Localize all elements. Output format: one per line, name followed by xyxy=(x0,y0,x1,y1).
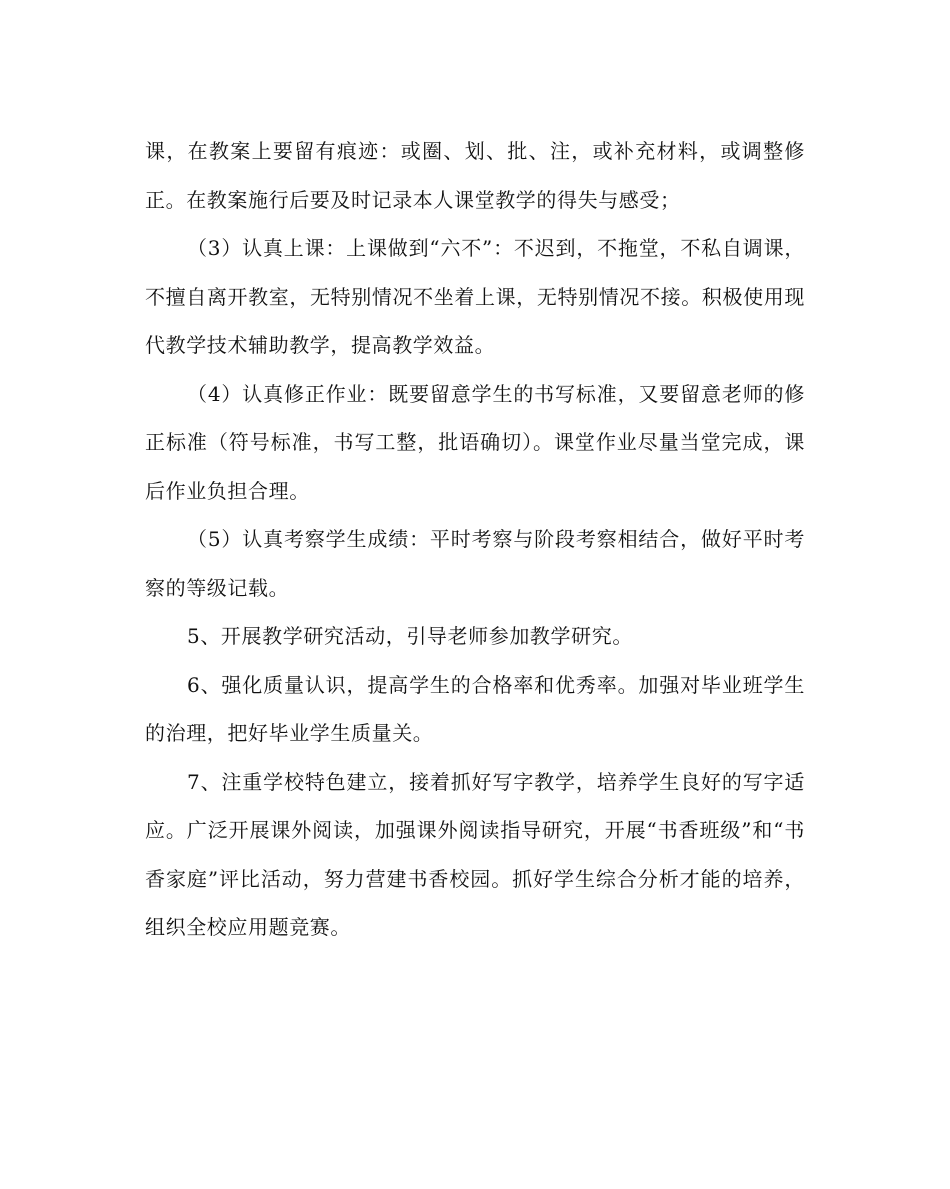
paragraph-point-6: 6、强化质量认识，提高学生的合格率和优秀率。加强对毕业班学生的治理，把好毕业学生质量关。 xyxy=(145,672,805,745)
document-body xyxy=(145,127,805,952)
paragraph-continuation: 课，在教案上要留有痕迹：或圈、划、批、注，或补充材料，或调整修正。在教案施行后要及时记录本人课堂教学的得失与感受； xyxy=(145,139,805,212)
paragraph-point-5: 5、开展教学研究活动，引导老师参加教学研究。 xyxy=(187,624,633,648)
paragraph-item-5: （5）认真考察学生成绩：平时考察与阶段考察相结合，做好平时考察的等级记载。 xyxy=(145,527,805,600)
paragraph-point-7: 7、注重学校特色建立，接着抓好写字教学，培养学生良好的写字适应。广泛开展课外阅读，加强课外阅读指导研究，开展“书香班级”和“书香家庭”评比活动，努力营建书香校园。抓好学生综合分析才能的培养，组织全校应用题竞赛。 xyxy=(145,769,805,939)
paragraph-item-4: （4）认真修正作业：既要留意学生的书写标准，又要留意老师的修正标准（符号标准，书写工整，批语确切）。课堂作业尽量当堂完成，课后作业负担合理。 xyxy=(145,381,805,503)
paragraph-item-3: （3）认真上课：上课做到“六不”：不迟到，不拖堂，不私自调课，不擅自离开教室，无特别情况不坐着上课，无特别情况不接。积极使用现代教学技术辅助教学，提高教学效益。 xyxy=(145,236,805,357)
